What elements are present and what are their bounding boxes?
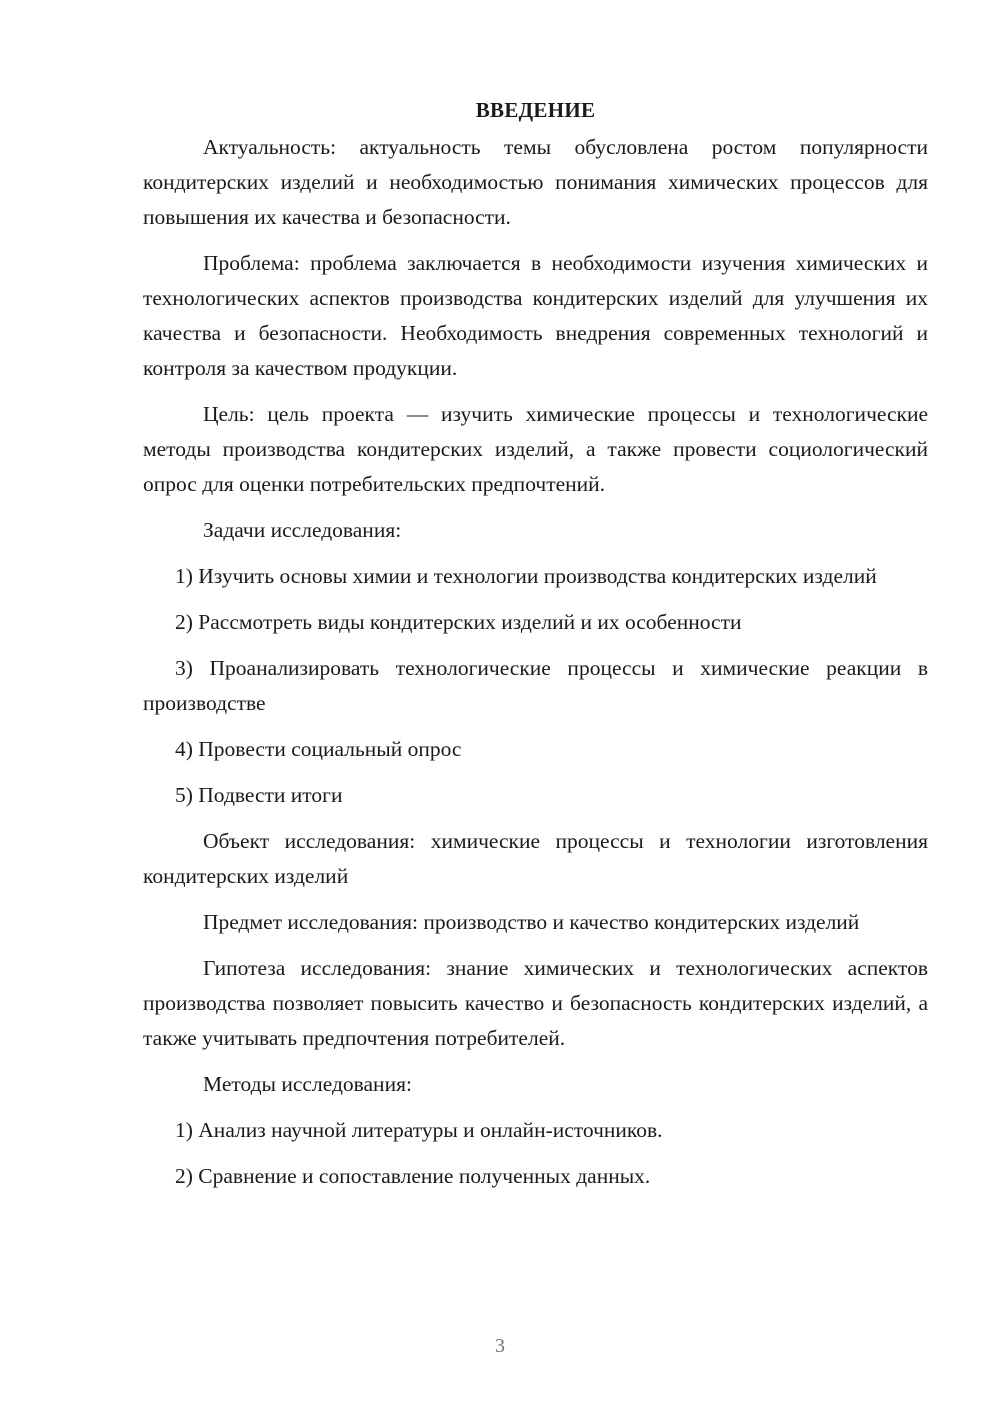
methods-title: Методы исследования: bbox=[203, 1072, 412, 1096]
section-heading: ВВЕДЕНИЕ bbox=[475, 98, 596, 122]
subject-paragraph: Предмет исследования: производство и качество кондитерских изделий bbox=[203, 910, 860, 934]
method-item: 2) Сравнение и сопоставление полученных данных. bbox=[175, 1164, 651, 1188]
task-item: 5) Подвести итоги bbox=[175, 783, 343, 807]
goal-paragraph: Цель: цель проекта — изучить химические процессы и технологические методы производства кондитерских изделий, а также провести социологический опрос для оценки потребительских предпочтений. bbox=[143, 402, 928, 496]
page-number: 3 bbox=[495, 1335, 505, 1357]
hypothesis-paragraph: Гипотеза исследования: знание химических и технологических аспектов производства позволяет повысить качество и безопасность кондитерских изделий, а также учитывать предпочтения потребителей. bbox=[143, 956, 928, 1050]
task-item: 3) Проанализировать технологические процессы и химические реакции в производстве bbox=[143, 656, 928, 715]
task-item: 4) Провести социальный опрос bbox=[175, 737, 462, 761]
object-paragraph: Объект исследования: химические процессы и технологии изготовления кондитерских изделий bbox=[143, 829, 928, 888]
relevance-paragraph: Актуальность: актуальность темы обусловлена ростом популярности кондитерских изделий и необходимостью понимания химических процессов для повышения их качества и безопасности. bbox=[143, 135, 928, 229]
task-item: 2) Рассмотреть виды кондитерских изделий и их особенности bbox=[175, 610, 742, 634]
tasks-title: Задачи исследования: bbox=[203, 518, 402, 542]
method-item: 1) Анализ научной литературы и онлайн-источников. bbox=[175, 1118, 663, 1142]
document-page bbox=[143, 92, 928, 1205]
task-item: 1) Изучить основы химии и технологии производства кондитерских изделий bbox=[175, 564, 877, 588]
problem-paragraph: Проблема: проблема заключается в необходимости изучения химических и технологических аспектов производства кондитерских изделий для улучшения их качества и безопасности. Необходимость внедрения современных технологий и контроля за качеством продукции. bbox=[143, 251, 928, 380]
